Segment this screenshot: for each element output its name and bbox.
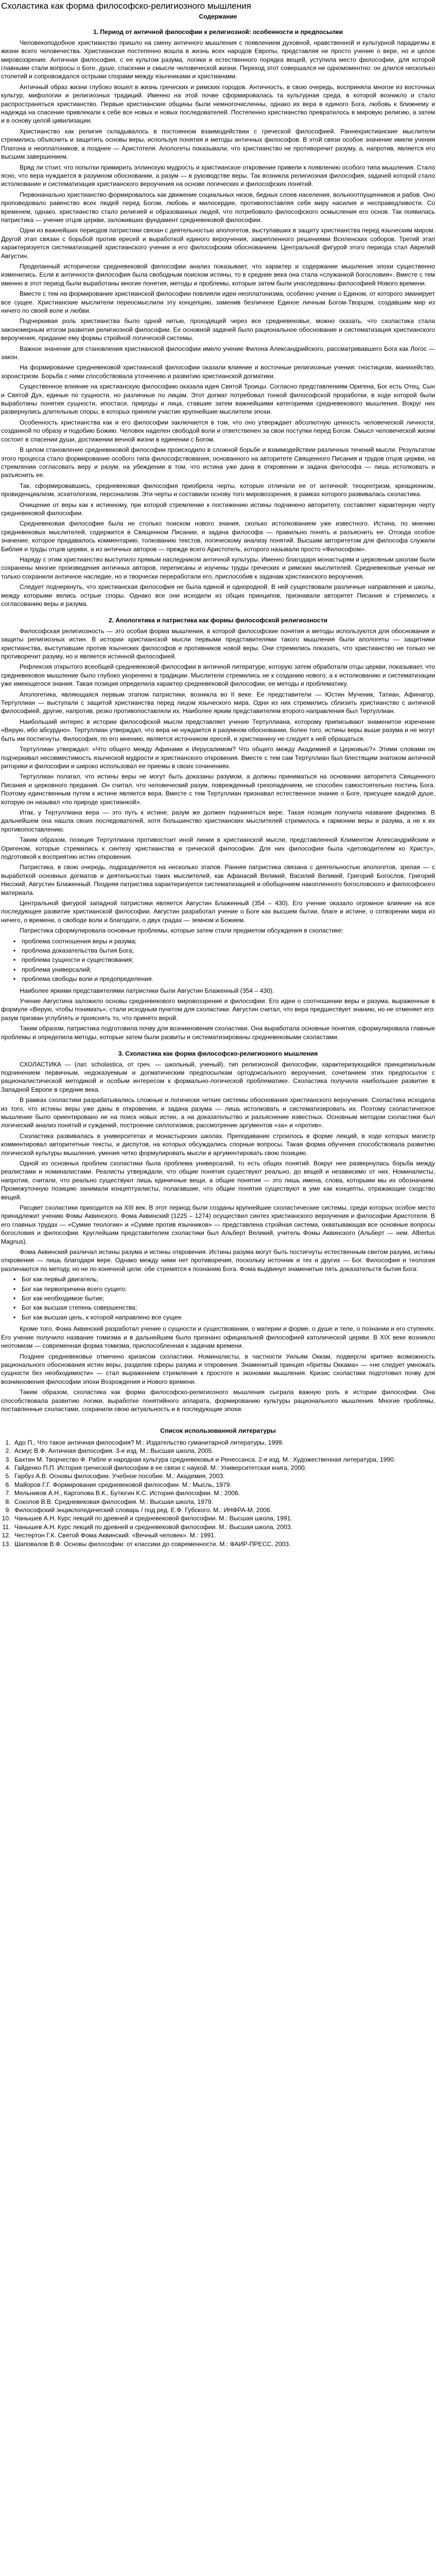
paragraph: Таким образом, схоластика как форма философско-религиозного мышления сыграла важную роль в истории философии. Она способствовала развитию логики, выработке понятийного аппарата, формированию культуры рационального мышления. Многие проблемы, поставленные схоластами, сохранили свою актуальность и в последующие эпохи.	[1, 1388, 435, 1413]
paragraph: Важное значение для становления христианской философии имело учение Филона Александрийского, рассматривавшего Бога как Логос — закон.	[1, 345, 435, 361]
paragraph: Так, сформировавшись, средневековая философия приобрела черты, которые отличали ее от античной: теоцентризм, креационизм, провиденциализм, эсхатологизм, персонализм. Эти черты и составили основу того мировоззрения, в рамках которого развивалась схоластика.	[1, 482, 435, 498]
references-title: Список использованной литературы	[160, 1427, 276, 1435]
paragraph: Христианство как религия складывалось в постоянном взаимодействии с греческой философией. Раннехристианские мыслители стремились объяснить и защитить основы веры, используя понятия и методы античных философов. В этой связи особое значение имели учения Платона и неоплатоников, а позднее — Аристотеля. Апологеты показывали, что христианство не противоречит разуму, а, напротив, является его высшим завершением.	[1, 127, 435, 161]
reference-item: 1. Адо П., Что такое античная философия? М.: Издательство гуманитарной литературы, 1999.	[12, 1438, 436, 1447]
paragraph: Одной из основных проблем схоластики была проблема универсалий, то есть общих понятий. Вокруг нее развернулась борьба между реалистами и номиналистами. Реалисты утверждали, что общие понятия существуют реально, до вещей и независимо от них. Номиналисты, напротив, считали, что реально существуют лишь единичные вещи, а общие понятия — это лишь имена, слова, которыми мы их обозначаем. Промежуточную позицию занимали концептуалисты, полагавшие, что общие понятия существуют в уме как концепты, отражающие сходство вещей.	[1, 1159, 435, 1201]
list-item: ▪ проблема доказательства бытия Бога;	[13, 946, 436, 955]
toc-heading: Содержание	[199, 13, 237, 20]
reference-item: 12. Честертон Г.К. Святой Фома Аквинский. «Вечный человек». М.: 1991.	[12, 1531, 436, 1539]
paragraph: Философская религиозность — это особая форма мышления, в которой философские понятия и методы используются для обоснования и защиты религиозных истин. В истории христианской мысли первыми представителями такого мышления были апологеты — защитники христианства, выступавшие против языческих философов и противников новой веры. Они стремились показать, что христианство не только не противоречит разуму, но и является истинной философией.	[1, 627, 435, 660]
paragraph: Таким образом, патристика подготовила почву для возникновения схоластики. Она выработала основные понятия, сформулировала главные проблемы и определила методы, которые затем были развиты и систематизированы средневековыми схоластами.	[1, 1025, 435, 1041]
list-item: ▪ проблема сущности и существования;	[13, 956, 436, 964]
list-item: ▪ Бог как первый двигатель;	[13, 1275, 436, 1283]
paragraph: Человекоподобное христианство пришло на смену античного мышления с появлением духовной, нравственной и культурной парадигмы в жизни всего человечества. Христианская постепенно вошла в жизнь всех народов Европы, представляя не просто учение о вере, но и целое мировоззрение. Античная философия, с ее культом разума, логики и естественного порядка вещей, уступила место философии, для которой главными стали вопросы о Боге, душе, спасении и смысле человеческой жизни. Переход этот совершался не одномоментно: он длился несколько столетий и сопровождался острыми спорами между язычниками и христианами.	[1, 39, 435, 80]
reference-item: 10. Чанышев А.Н. Курс лекций по древней и средневековой философии. М.: Высшая школа, 1991.	[12, 1514, 436, 1522]
section-title: 2. Апологетика и патристика как формы философской религиозности	[108, 617, 328, 624]
paragraph: Первоначально христианство формировалось как движение социальных низов, бедных слоев населения, вольноотпущенников и рабов. Оно проповедовало равенство всех людей перед Богом, любовь и милосердие, противопоставляя себя миру насилия и несправедливости. Со временем, однако, христианство стало религией и образованных людей, что потребовало философского осмысления его основ. Так появилась патристика — учение отцов церкви, заложивших фундамент средневековой философии.	[1, 191, 435, 224]
paragraph: Фома Аквинский различал истины разума и истины откровения. Истины разума могут быть постигнуты естественным светом разума, истины откровения — лишь благодаря вере. Однако между ними нет противоречия, поскольку источник и тех и других — Бог. Философия и теология различаются по методу, но не по конечной цели: обе стремятся к познанию Бога. Фома выдвинул знаменитые пять доказательств бытия Бога:	[1, 1248, 435, 1273]
paragraph: Тертуллиан утверждал: «Что общего между Афинами и Иерусалимом? Что общего между Академией и Церковью?» Этими словами он подчеркивал несовместимость языческой мудрости и христианского откровения. Вместе с тем сам Тертуллиан был блестящим знатоком античной риторики и философии и широко использовал ее приемы в своих сочинениях.	[1, 745, 435, 770]
reference-item: 2. Асмус В.Ф. Античная философия. 3-е изд. М.: Высшая школа, 2005.	[12, 1447, 436, 1455]
reference-item: 9. Философский энциклопедический словарь / под ред. Е.Ф. Губского. М.: ИНФРА-М, 2006.	[12, 1506, 436, 1514]
reference-item: 4. Гайденко П.П. История греческой философии в ее связи с наукой. М.: Университетская книга, 2000.	[12, 1464, 436, 1472]
paragraph: Расцвет схоластики приходится на XIII век. В этот период были созданы крупнейшие схоластические системы, среди которых особое место принадлежит учению Фомы Аквинского. Фома Аквинский (1225 – 1274) осуществил синтез христианского вероучения и философии Аристотеля. В его главных трудах — «Сумме теологии» и «Сумме против язычников» — представлена стройная система, охватывающая все основные вопросы богословия и философии. Круглейшим представителем схоластики был Альберт Великий, учитель Фомы Аквинского (Альберт — нем. Albertus Magnus).	[1, 1204, 435, 1245]
paragraph: В рамках схоластики разрабатывались сложные и логически четкие системы обоснования христианского вероучения. Схоластика исходила из того, что истины веры уже даны в откровении, и задача разума — лишь истолковать и систематизировать их. Поэтому схоластическое мышление было ориентировано не на поиск новых истин, а на доказательство и разъяснение известных. Основным методом схоластики был логический анализ понятий и суждений, построение силлогизмов, рассмотрение аргументов «за» и «против».	[1, 1096, 435, 1129]
paragraph: Схоластика развивалась в университетах и монастырских школах. Преподавание строилось в форме лекций, в ходе которых магистр комментировал авторитетные тексты, и диспутов, на которых обсуждались спорные вопросы. Такая форма обучения способствовала развитию логической культуры мышления, умения четко формулировать мысли и аргументировать свою позицию.	[1, 1132, 435, 1157]
reference-item: 13. Шаповалов В.Ф. Основы философии: от классики до современности. М.: ФАИР-ПРЕСС, 2003.	[12, 1540, 436, 1548]
reference-item: 11. Чанышев А.Н. Курс лекций по древней и средневековой философии. М.: Высшая школа, 2003.	[12, 1523, 436, 1531]
paragraph: Средневековая философия была не столько поиском нового знания, сколько истолкованием уже известного. Истина, по мнению средневековых мыслителей, содержится в Священном Писании, и задача философа — правильно понять и разъяснить ее. Отсюда особое значение, которое придавалось комментарию, толкованию текстов, логическому анализу понятий. Высшим авторитетом для философа служили Библия и труды отцов церкви, а из античных авторов — прежде всего Аристотель, которого называли просто «Философом».	[1, 520, 435, 553]
list-item: ▪ Бог как необходимое бытие;	[13, 1294, 436, 1302]
paragraph: Особенность христианства как и его философии заключается в том, что оно утверждает абсолютную ценность человеческой личности, созданной по образу и подобию Божию. Человек наделен свободой воли и ответственен за свои поступки перед Богом. Смысл человеческой жизни состоит в спасении души, достижении вечной жизни в единении с Богом.	[1, 418, 435, 443]
list-item: ▪ Бог как высшая цель, к которой направлено все сущее.	[13, 1313, 436, 1321]
paragraph: Патристика, в свою очередь, подразделяется на несколько этапов. Ранняя патристика связана с деятельностью апологетов, зрелая — с выработкой основных догматов и деятельностью таких мыслителей, как Афанасий Великий, Василий Великий, Григорий Богослов, Григорий Нисский, Августин Блаженный. Поздняя патристика характеризуется систематизацией и обобщением накопленного богословского и философского материала.	[1, 863, 435, 896]
list-item: ▪ Бог как первопричина всего сущего;	[13, 1285, 436, 1293]
references	[0, 1427, 436, 1548]
paragraph: Наряду с этим христианство выступило прямым наследником античной культуры. Именно благодаря монастырям и церковным школам были сохранены многие произведения античных авторов, переписаны и изучены труды греческих и римских мыслителей. Средневековые ученые не только сохранили античное наследие, но и творчески переработали его, приспособив к задачам христианского вероучения.	[1, 555, 435, 580]
paragraph: Проделанный исторически средневековой философии анализ показывает, что характер и содержание мышления эпохи существенно изменились. Если в античности философия была свободным поиском истины, то в средние века она стала «служанкой богословия». Вместе с тем именно в этот период были выработаны многие понятия, методы и проблемы, которые затем были унаследованы философией Нового времени.	[1, 262, 435, 287]
paragraph: Тертуллиан полагал, что истины веры не могут быть доказаны разумом, а должны приниматься на основании авторитета Священного Писания и церковного предания. Он считал, что человеческий разум, поврежденный грехопадением, не способен самостоятельно постичь Бога. Поэтому единственным путем к истине является вера. Вместе с тем Тертуллиан признавал естественное знание о Боге, присущее каждой душе, которую он называл «по природе христианкой».	[1, 773, 435, 806]
paragraph: Патристика сформулировала основные проблемы, которые затем стали предметом обсуждения в схоластике:	[20, 927, 343, 935]
paragraph: В целом становление средневековой философии происходило в сложной борьбе и взаимодействии различных течений мысли. Результатом этого процесса стало формирование особого типа философствования, основанного на авторитете Священного Писания и трудов отцов церкви, на стремлении согласовать веру и разум, на убеждении в том, что истина уже дана в откровении и задача философа — лишь истолковать и разъяснить ее.	[1, 446, 435, 479]
document-title: Схоластика как форма философско-религиозного мышления	[1, 1, 251, 11]
reference-item: 6. Майоров Г.Г. Формирование средневековой философии. М.: Мысль, 1979.	[12, 1481, 436, 1489]
section-title: 1. Период от античной философии к религиозной: особенности и предпосылки	[93, 28, 343, 36]
paragraph: Кроме того, Фома Аквинский разработал учение о сущности и существовании, о материи и форме, о душе и теле, о познании и его ступенях. Его учение получило название томизма и в дальнейшем было признано официальной философией католической церкви. В XIX веке возникло неотомизм — современная форма томизма, приспособленная к задачам времени.	[1, 1325, 435, 1350]
list-item: ▪ проблема универсалий;	[13, 965, 436, 974]
list-item: ▪ Бог как высшая степень совершенства;	[13, 1303, 436, 1312]
list-item: ▪ проблема соотношения веры и разума;	[13, 937, 436, 945]
reference-item: 5. Гарбуз А.В. Основы философии. Учебное пособие. М.: Академия, 2003.	[12, 1472, 436, 1480]
paragraph: Учение Августина заложило основы средневекового мировоззрения и философии. Его идеи о соотношении веры и разума, выраженные в формуле «Верую, чтобы понимать», стали исходным пунктом для схоластики. Августин считал, что вера предшествует знанию, но не отменяет его: разум призван углублять и прояснять то, что принято верой.	[1, 997, 435, 1022]
list-item: ▪ проблема свободы воли и предопределения.	[13, 975, 436, 983]
paragraph: Итак, у Тертуллиана вера — это путь к истине, разум же должен подчиняться вере. Такая позиция получила название фидеизма. В дальнейшем она нашла своих последователей, хотя большинство христианских мыслителей стремилось к гармонии веры и разума, а не к их противопоставлению.	[1, 808, 435, 833]
paragraph: На формирование средневековой христианской философии оказали влияние и восточные религиозные учения: гностицизм, манихейство, зороастризм. Борьба с ними способствовала уточнению и развитию христианской догматики.	[1, 364, 435, 380]
paragraph: Наибольший интерес в истории философской мысли представляет учение Тертуллиана, которому приписывают знаменитое изречение «Верую, ибо абсурдно». Тертуллиан утверждал, что вера не нуждается в разумном обосновании, более того, истины веры выше разума и не могут быть им постигнуты. Философия, по его мнению, является источником ересей, и христианину не следует к ней обращаться.	[1, 718, 435, 742]
section-title: 3. Схоластика как форма философско-религиозного мышления	[118, 1050, 318, 1058]
paragraph: Таким образом, позиция Тертуллиана противостоит иной линии в христианской мысли, представленной Климентом Александрийским и Оригеном, которые стремились к синтезу христианства и греческой философии. Для них философия была «детоводителем ко Христу», подготовкой к восприятию истин откровения.	[1, 836, 435, 860]
reference-item: 7. Мельников А.Н., Каргопова В.К., Бутюгин К.С. История философии. М.: 2006.	[12, 1489, 436, 1497]
paragraph: Очищение от веры как к истинному, при которой стремление к постижению истины подчинено авторитету, составляет характерную черту средневековой философии.	[1, 501, 435, 517]
paragraph: Следует подчеркнуть, что христианская философия не была единой и однородной. В ней существовали различные направления и школы, между которыми велись острые споры. Однако все они исходили из общих принципов, признавали авторитет Писания и стремились к согласованию веры и разума.	[1, 583, 435, 607]
paragraph: Вместе с тем на формирование христианской философии повлияли идеи неоплатонизма, особенно учение о Едином, от которого эманирует все сущее. Христианские мыслители переосмыслили эту концепцию, заменив безличное Единое личным Богом-Творцом, создавшим мир из ничего по своей воле и любви.	[1, 290, 435, 314]
paragraph: Центральной фигурой западной патристики является Августин Блаженный (354 – 430). Его учение оказало огромное влияние на все последующее развитие христианской философии. Августин разработал учение о Боге как высшем бытии, благе и истине, о сотворении мира из ничего, о времени, о свободе воли и благодати, о двух градах — земном и Божием.	[1, 900, 435, 924]
paragraph: Существенное влияние на христианскую философию оказала идея Святой Троицы. Согласно представлениям Оригена, Бог есть Отец, Сын и Святой Дух, единые по сущности, но различные по лицам. Этот догмат потребовал тонкой философской проработки, в ходе которой были выработаны понятия сущности, ипостаси, природы и лица, ставшие затем важнейшими категориями средневекового мышления. Вокруг них развернулись длительные споры, в которых приняли участие крупнейшие мыслители эпохи.	[1, 383, 435, 416]
paragraph: Вряд ли стоит, что попытки примирить эллинскую мудрость и христианское откровение привели к появлению особого типа мышления. Стало ясно, что вера нуждается в разумном обосновании, а разум — в руководстве веры. Так возникла религиозная философия, задачей которой стало истолкование и систематизация христианского вероучения на основе логических и философских понятий.	[1, 163, 435, 188]
bullet-list	[0, 1275, 436, 1321]
paragraph: СХОЛАСТИКА — (лат. scholastica, от греч. — школьный, ученый), тип религиозной философии, характеризующийся принципиальным подчинением первичным, недоказуемым и догматическим предпосылкам ортодоксального вероучения, сочетанием этих предпосылок с рационалистической методикой и особым интересом к формально-логической проблематике. Схоластика получила наибольшее развитие в Западной Европе в средние века.	[1, 1060, 435, 1093]
reference-item: 8. Соколов В.В. Средневековая философия. М.: Высшая школа, 1979.	[12, 1498, 436, 1506]
paragraph: Античный образ жизни глубоко вошел в жизнь греческих и римских городов. Античность, в свою очередь, восприняла многое из восточных культур, мифологии и религиозных традиций. Именно на этой почве сформировалась та культурная среда, в которой возникло и стало распространяться христианство. Первые христианские общины были немногочисленны, однако их вера в единого Бога, любовь к ближнему и надежда на спасение привлекали к себе все новых и новых последователей. Постепенно христианство превратилось в мировую религию, а затем и в основу целой цивилизации.	[1, 83, 435, 125]
references-list	[0, 1438, 436, 1548]
bullet-list	[0, 937, 436, 984]
document-page	[0, 1, 436, 1548]
document-body	[0, 28, 436, 1413]
paragraph: Рефлексия открытого всеобщей средневековой философии в античной литературе, которую затем обработали отцы церкви, показывает, что средневековое мышление было глубоко укоренено в традиции. Мыслители стремились не к созданию нового, а к истолкованию и систематизации уже имеющегося знания. Такая позиция определила характер средневековой философии, ее методы и проблематику.	[1, 663, 435, 688]
paragraph: Одни из важнейших периодов патристики связан с деятельностью апологетов, выступавших в защиту христианства перед языческим миром. Другой этап связан с борьбой против ересей и выработкой единого вероучения, закрепленного решениями Вселенских соборов. Третий этап характеризуется систематизацией христианского учения и его философским обоснованием. Центральной фигурой этого периода стал Аврелий Августин.	[1, 227, 435, 260]
paragraph: Позднее средневековье отмечено кризисом схоластики. Номиналисты, в частности Уильям Оккам, подвергли критике возможность рационального обоснования истин веры, разделив сферы разума и откровения. Знаменитый принцип «бритвы Оккама» — «не следует умножать сущности без необходимости» — стал выражением стремления к простоте и экономии мышления. Кризис схоластики подготовил почву для возникновения философии эпохи Возрождения и Нового времени.	[1, 1352, 435, 1385]
reference-item: 3. Бахтин М. Творчество Ф. Рабле и народная культура средневековья и Ренессанса. 2-е изд. М.: Художественная литература, 1990.	[12, 1455, 436, 1464]
paragraph: Наиболее яркими представителями патристики были Августин Блаженный (354 – 430).	[20, 987, 274, 994]
paragraph: Подчеркивая роль христианства было одной нитью, проходящей через все средневековье, можно сказать, что схоластика стала закономерным итогом развития религиозной философии. Ее основной задачей было рациональное обоснование и систематизация христианского вероучения, придание ему формы стройной логической системы.	[1, 317, 435, 342]
paragraph: Апологетика, являющаяся первым этапом патристики, возникла во II веке. Ее представители — Юстин Мученик, Татиан, Афинагор, Тертуллиан — выступали с защитой христианства перед лицом языческого мира. Одни из них стремились сблизить христианство с античной философией, другие, напротив, резко противопоставляли их. Наиболее ярким представителем второго направления был Тертуллиан.	[1, 690, 435, 715]
